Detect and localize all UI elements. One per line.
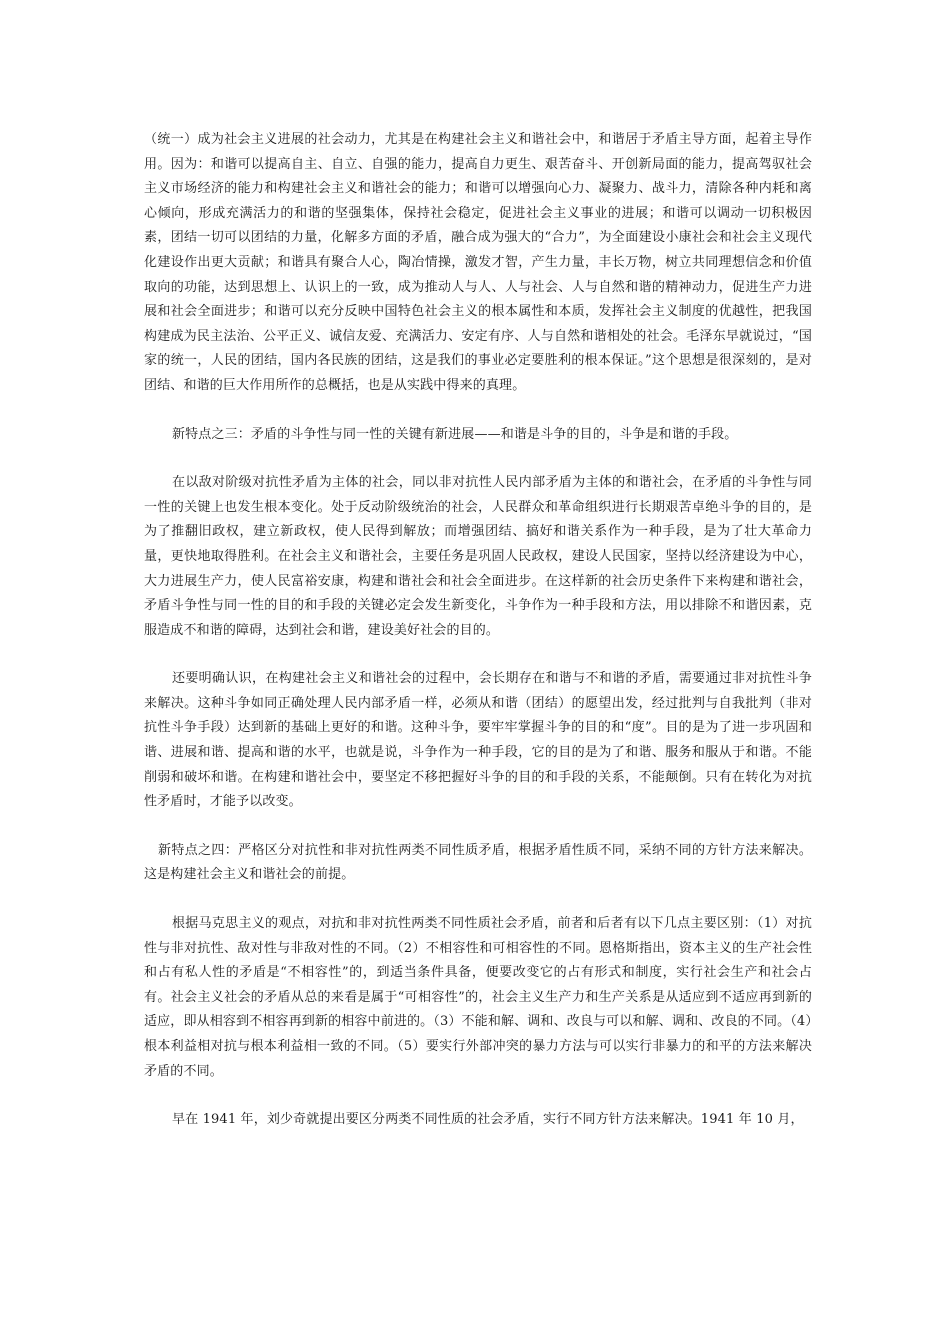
section-heading-4: 新特点之四：严格区分对抗性和非对抗性两类不同性质矛盾，根据矛盾性质不同，采纳不同的方针方法来解决。这是构建社会主义和谐社会的前提。 [144,842,812,883]
paragraph-gap [144,815,812,839]
paragraph-5: 早在 1941 年，刘少奇就提出要区分两类不同性质的社会矛盾，实行不同方针方法来解决。1941 年 10 月， [172,1112,804,1128]
paragraph-2: 在以敌对阶级对抗性矛盾为主体的社会，同以非对抗性人民内部矛盾为主体的和谐社会，在矛盾的斗争性与同一性的关键上也发生根本变化。处于反动阶级统治的社会，人民群众和革命组织进行长期艰苦卓绝斗争的目的，是为了推翻旧政权，建立新政权，使人民得到解放；而增强团结、搞好和谐关系作为一种手段，是为了壮大革命力量，更快地取得胜利。在社会主义和谐社会，主要任务是巩固人民政权，建设人民国家，坚持以经济建设为中心，大力进展生产力，使人民富裕安康，构建和谐社会和社会全面进步。在这样新的社会历史条件下来构建和谐社会，矛盾斗争性与同一性的目的和手段的关键必定会发生新变化，斗争作为一种手段和方法，用以排除不和谐因素，克服造成不和谐的障碍，达到社会和谐，建设美好社会的目的。 [144,475,812,638]
paragraph-gap [144,643,812,667]
paragraph-gap [144,447,812,471]
paragraph-gap [144,888,812,912]
paragraph-gap [144,399,812,423]
paragraph-1: （统一）成为社会主义进展的社会动力，尤其是在构建社会主义和谐社会中，和谐居于矛盾主导方面，起着主导作用。因为：和谐可以提高自主、自立、自强的能力，提高自力更生、艰苦奋斗、开创新局面的能力，提高驾驭社会主义市场经济的能力和构建社会主义和谐社会的能力；和谐可以增强向心力、凝聚力、战斗力，清除各种内耗和离心倾向，形成充满活力的和谐的坚强集体，保持社会稳定，促进社会主义事业的进展；和谐可以调动一切积极因素，团结一切可以团结的力量，化解多方面的矛盾，融合成为强大的“合力”，为全面建设小康社会和社会主义现代化建设作出更大贡献；和谐具有聚合人心，陶冶情操，激发才智，产生力量，丰长万物，树立共同理想信念和价值取向的功能，达到思想上、认识上的一致，成为推动人与人、人与社会、人与自然和谐的精神动力，促进生产力进展和社会全面进步；和谐可以充分反映中国特色社会主义的根本属性和本质，发挥社会主义制度的优越性，把我国构建成为民主法治、公平正义、诚信友爱、充满活力、安定有序、人与自然和谐相处的社会。毛泽东早就说过，“国家的统一，人民的团结，国内各民族的团结，这是我们的事业必定要胜利的根本保证。”这个思想是很深刻的，是对团结、和谐的巨大作用所作的总概括，也是从实践中得来的真理。 [144,132,812,393]
paragraph-3: 还要明确认识，在构建社会主义和谐社会的过程中，会长期存在和谐与不和谐的矛盾，需要通过非对抗性斗争来解决。这种斗争如同正确处理人民内部矛盾一样，必须从和谐（团结）的愿望出发，经过批判与自我批判（非对抗性斗争手段）达到新的基础上更好的和谐。这种斗争，要牢牢掌握斗争的目的和“度”。目的是为了进一步巩固和谐、进展和谐、提高和谐的水平，也就是说，斗争作为一种手段，它的目的是为了和谐、服务和服从于和谐。不能削弱和破坏和谐。在构建和谐社会中，要坚定不移把握好斗争的目的和手段的关系，不能颠倒。只有在转化为对抗性矛盾时，才能予以改变。 [144,671,812,810]
paragraph-gap [144,1084,812,1108]
document-page [144,128,812,1133]
section-heading-3: 新特点之三：矛盾的斗争性与同一性的关键有新进展——和谐是斗争的目的，斗争是和谐的手段。 [172,426,738,442]
paragraph-4: 根据马克思主义的观点，对抗和非对抗性两类不同性质社会矛盾，前者和后者有以下几点主要区别：（1）对抗性与非对抗性、敌对性与非敌对性的不同。（2）不相容性和可相容性的不同。恩格斯指出，资本主义的生产社会性和占有私人性的矛盾是“不相容性”的，到适当条件具备，便要改变它的占有形式和制度，实行社会生产和社会占有。社会主义社会的矛盾从总的来看是属于“可相容性”的，社会主义生产力和生产关系是从适应到不适应再到新的适应，即从相容到不相容再到新的相容中前进的。（3）不能和解、调和、改良与可以和解、调和、改良的不同。（4）根本利益相对抗与根本利益相一致的不同。（5）要实行外部冲突的暴力方法与可以实行非暴力的和平的方法来解决矛盾的不同。 [144,916,812,1079]
